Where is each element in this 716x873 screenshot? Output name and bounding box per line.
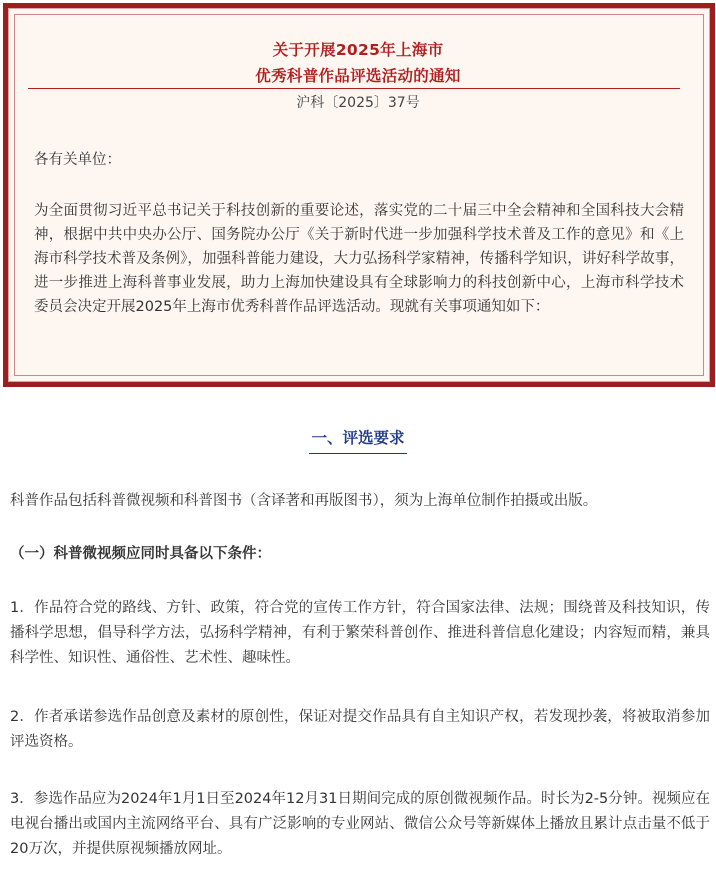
document-number: 沪科〔2025〕37号 xyxy=(296,95,420,111)
salutation: 各有关单位： xyxy=(34,152,121,168)
list-item: 2．作者承诺参选作品创意及素材的原创性，保证对提交作品具有自主知识产权，若发现抄袭，将被取消参加评选资格。 xyxy=(10,709,710,750)
list-item: 1．作品符合党的路线、方针、政策，符合党的宣传工作方针，符合国家法律、法规；围绕普及科技知识，传播科学思想，倡导科学方法，弘扬科学精神，有利于繁荣科普创作、推进科普信息化建设；内容短而精，兼具科学性、知识性、通俗性、艺术性、趣味性。 xyxy=(10,600,710,666)
list-item: 3．参选作品应为2024年1月1日至2024年12月31日期间完成的原创微视频作品。时长为2-5分钟。视频应在电视台播出或国内主流网络平台、具有广泛影响的专业网站、微信公众号等新媒体上播放且累计点击量不低于20万次，并提供原视频播放网址。 xyxy=(10,791,710,857)
notice-title-line-1: 关于开展2025年上海市 xyxy=(272,41,444,59)
subsection-heading: （一）科普微视频应同时具备以下条件： xyxy=(10,546,271,562)
notice-header-box xyxy=(3,3,715,387)
notice-title-line-2: 优秀科普作品评选活动的通知 xyxy=(255,67,461,85)
section-heading xyxy=(0,426,716,454)
title-divider xyxy=(28,88,680,89)
overview-paragraph: 科普作品包括科普微视频和科普图书（含译著和再版图书），须为上海单位制作拍摄或出版。 xyxy=(10,493,598,509)
section-heading-text: 一、评选要求 xyxy=(309,426,406,454)
intro-paragraph: 为全面贯彻习近平总书记关于科技创新的重要论述，落实党的二十届三中全会精神和全国科技大会精神，根据中共中央办公厅、国务院办公厅《关于新时代进一步加强科学技术普及工作的意见》和《上海市科学技术普及条例》，加强科普能力建设，大力弘扬科学家精神，传播科学知识，讲好科学故事，进一步推进上海科普事业发展，助力上海加快建设具有全球影响力的科技创新中心，上海市科学技术委员会决定开展2025年上海市优秀科普作品评选活动。现就有关事项通知如下： xyxy=(34,203,684,315)
